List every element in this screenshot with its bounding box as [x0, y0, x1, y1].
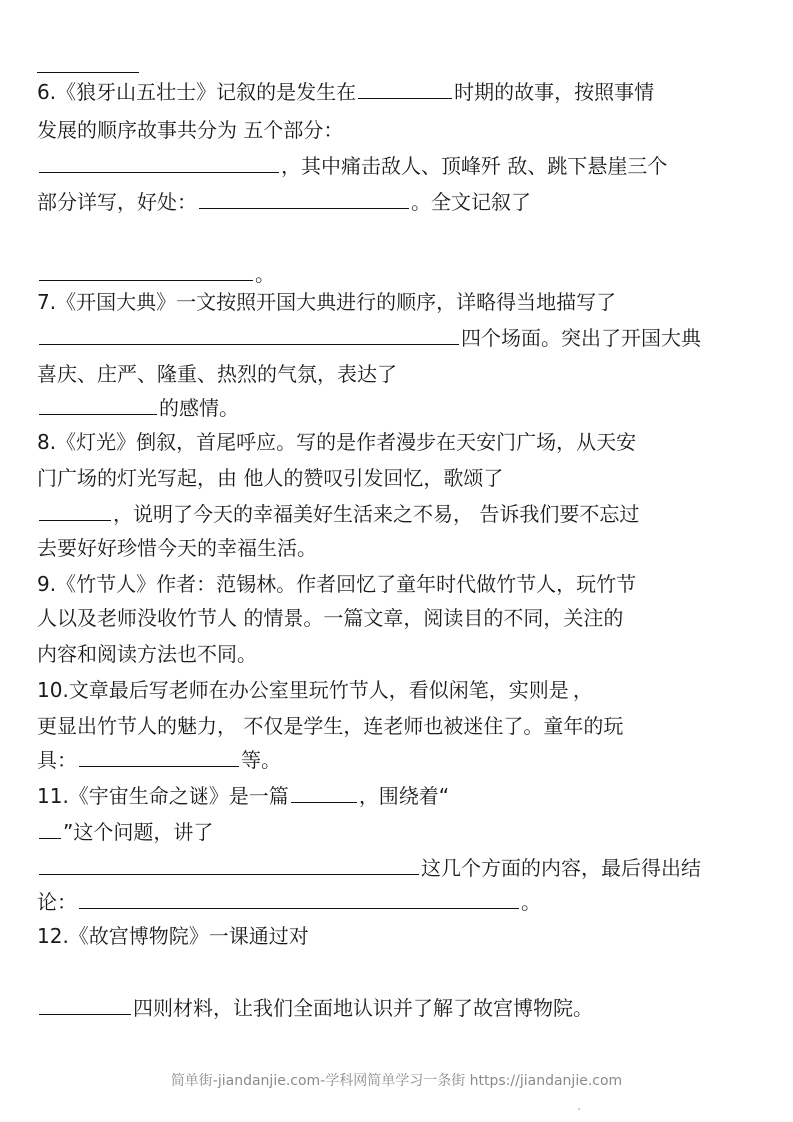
question-11: 11.《宇宙生命之谜》是一篇 ，围绕着“ [37, 778, 756, 814]
question-6-line: 。 [37, 256, 756, 292]
question-6: 6.《狼牙山五壮士》记叙的是发生在 时期的故事，按照事情 [37, 74, 756, 110]
blank[interactable] [79, 886, 519, 909]
question-10-line: 具： 等。 [37, 742, 756, 778]
blank[interactable] [291, 780, 357, 803]
question-10: 10.文章最后写老师在办公室里玩竹节人，看似闲笔，实则是 ， [37, 678, 593, 702]
blank[interactable] [39, 258, 253, 281]
question-8-line: 去要好好珍惜今天的幸福生活。 [37, 536, 317, 560]
question-9: 9.《竹节人》作者：范锡林。作者回忆了童年时代做竹节人，玩竹节 [37, 572, 637, 596]
question-11-line: ”这个问题，讲了 [37, 814, 756, 850]
question-12-line: 四则材料，让我们全面地认识并了解了故宫博物院。 [37, 990, 756, 1026]
question-10-line: 更显出竹节人的魅力， 不仅是学生，连老师也被迷住了。童年的玩 [37, 714, 624, 738]
blank[interactable] [39, 852, 419, 875]
question-11-line: 论： 。 [37, 884, 756, 920]
question-9-line: 人以及老师没收竹节人 的情景。一篇文章，阅读目的不同，关注的 [37, 606, 624, 630]
blank[interactable] [79, 744, 239, 767]
blank[interactable] [39, 150, 279, 173]
blank[interactable] [39, 992, 131, 1015]
blank[interactable] [199, 186, 409, 209]
blank[interactable] [39, 392, 157, 415]
question-8-line: 门广场的灯光写起，由 他人的赞叹引发回忆，歌颂了 [37, 466, 504, 490]
question-7: 7.《开国大典》一文按照开国大典进行的顺序，详略得当地描写了 [37, 290, 617, 314]
question-11-line: 这几个方面的内容，最后得出结 [37, 850, 756, 886]
question-12-line [37, 954, 756, 990]
dot-mark [578, 1108, 580, 1110]
question-7-line: 喜庆、庄严、隆重、热烈的气氛，表达了 [37, 362, 397, 386]
question-6-line [37, 220, 756, 256]
question-6-line: 部分详写，好处： 。全文记叙了 [37, 184, 756, 220]
question-9-line: 内容和阅读方法也不同。 [37, 642, 257, 666]
blank[interactable] [358, 76, 452, 99]
question-6-line: ，其中痛击敌人、顶峰歼 敌、跳下悬崖三个 [37, 148, 756, 184]
question-8: 8.《灯光》倒叙，首尾呼应。写的是作者漫步在天安门广场，从天安 [37, 430, 637, 454]
blank[interactable] [39, 498, 111, 521]
blank[interactable] [39, 322, 459, 345]
footer-watermark: 简单街-jiandanjie.com-学科网简单学习一条街 https://jiandanjie.com [170, 1073, 623, 1089]
question-7-line: 四个场面。突出了开国大典 [37, 320, 756, 356]
question-8-line: ，说明了今天的幸福美好生活来之不易， 告诉我们要不忘过 [37, 496, 756, 532]
question-7-line: 的感情。 [37, 390, 756, 426]
blank[interactable] [39, 816, 61, 839]
question-12: 12.《故宫博物院》一课通过对 [37, 924, 309, 948]
question-6-line: 发展的顺序故事共分为 五个部分： [37, 118, 344, 142]
